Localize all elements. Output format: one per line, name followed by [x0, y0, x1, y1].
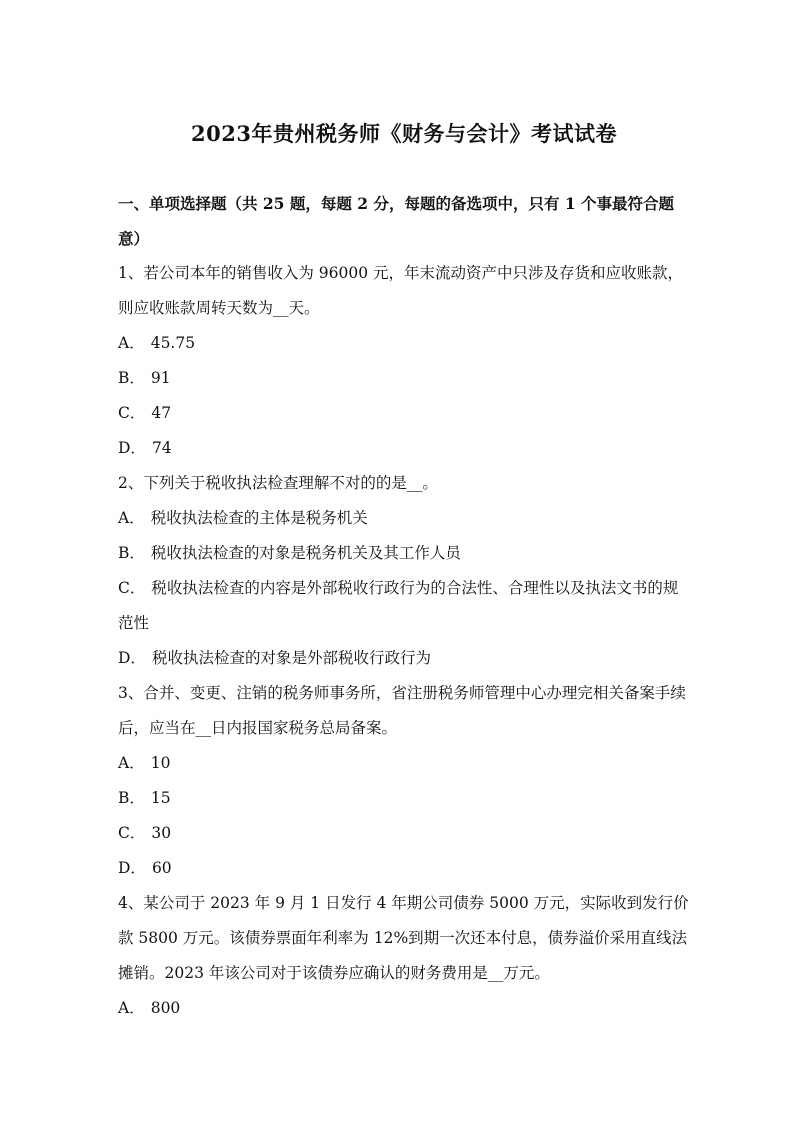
option-b	[118, 361, 690, 396]
option-letter: A．	[118, 999, 145, 1017]
option-text: 30	[151, 824, 172, 842]
question-text: 2、下列关于税收执法检查理解不对的的是__。	[118, 474, 438, 492]
option-text: 10	[150, 754, 171, 772]
option-letter: D．	[118, 439, 146, 457]
option-text: 47	[151, 404, 172, 422]
option-text: 税收执法检查的对象是外部税收行政行为	[151, 649, 431, 667]
option-d	[118, 851, 690, 886]
question-text: 1、若公司本年的销售收入为 96000 元，年末流动资产中只涉及存货和应收账款，则应收账款周转天数为__天。	[118, 264, 684, 317]
section-heading: 一、单项选择题（共 25 题，每题 2 分，每题的备选项中，只有 1 个事最符合题意）	[118, 194, 675, 248]
option-letter: B．	[118, 544, 145, 562]
option-b	[118, 536, 690, 571]
option-a	[118, 326, 690, 361]
option-c	[118, 396, 690, 431]
option-a	[118, 746, 690, 781]
option-letter: A．	[118, 754, 145, 772]
option-letter: A．	[118, 334, 145, 352]
option-text: 税收执法检查的对象是税务机关及其工作人员	[150, 544, 461, 562]
option-text: 91	[150, 369, 171, 387]
question-3	[118, 676, 690, 886]
option-text: 74	[151, 439, 172, 457]
question-1	[118, 256, 690, 466]
option-letter: A．	[118, 509, 145, 527]
option-letter: B．	[118, 789, 145, 807]
option-a	[118, 991, 690, 1026]
question-2	[118, 466, 690, 676]
option-text: 45.75	[150, 334, 196, 352]
option-a	[118, 501, 690, 536]
question-4	[118, 886, 690, 1026]
option-letter: C．	[118, 824, 146, 842]
option-letter: D．	[118, 859, 146, 877]
option-text: 800	[150, 999, 181, 1017]
option-text: 税收执法检查的主体是税务机关	[150, 509, 368, 527]
document-title: 2023年贵州税务师《财务与会计》考试试卷	[191, 121, 617, 146]
option-letter: D．	[118, 649, 146, 667]
option-text: 60	[151, 859, 172, 877]
option-c	[118, 816, 690, 851]
question-text: 3、合并、变更、注销的税务师事务所，省注册税务师管理中心办理完相关备案手续后，应当在__日内报国家税务总局备案。	[118, 684, 686, 737]
option-letter: C．	[118, 579, 146, 597]
option-letter: C．	[118, 404, 146, 422]
option-c	[118, 571, 690, 641]
option-d	[118, 431, 690, 466]
option-b	[118, 781, 690, 816]
option-d	[118, 641, 690, 676]
question-text: 4、某公司于 2023 年 9 月 1 日发行 4 年期公司债券 5000 万元，实际收到发行价款 5800 万元。该债券票面年利率为 12%到期一次还本付息，债券溢价采用直线法摊销。2023 年该公司对于该债券应确认的财务费用是__万元。	[118, 894, 689, 982]
option-text: 税收执法检查的内容是外部税收行政行为的合法性、合理性以及执法文书的规范性	[118, 579, 679, 632]
option-text: 15	[150, 789, 171, 807]
option-letter: B．	[118, 369, 145, 387]
